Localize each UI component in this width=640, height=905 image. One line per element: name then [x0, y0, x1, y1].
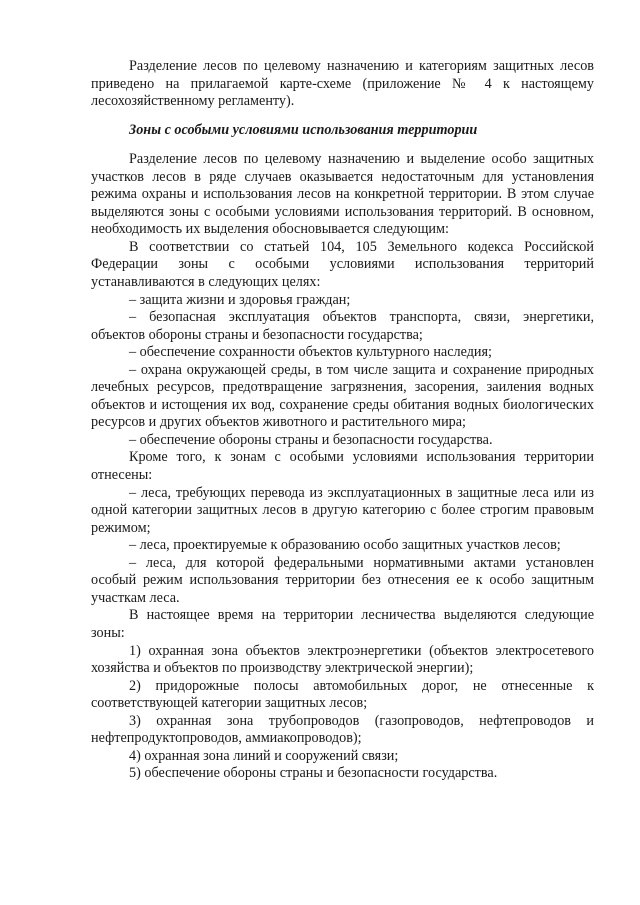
zone-item: 1) охранная зона объектов электроэнергетики (объектов электросетевого хозяйства и объектов по производству электрической энергии);	[91, 642, 594, 677]
section-heading: Зоны с особыми условиями использования территории	[129, 121, 478, 138]
purpose-item: – защита жизни и здоровья граждан;	[129, 291, 351, 308]
paragraph-2: В соответствии со статьей 104, 105 Земельного кодекса Российской Федерации зоны с особыми условиями использования территорий устанавливаются в следующих целях:	[91, 238, 594, 291]
purpose-item: – охрана окружающей среды, в том числе защита и сохранение природных лечебных ресурсов, предотвращение загрязнения, засорения, заиления водных объектов и истощения их вод, сохранение среды обитания водных биологических ресурсов и других объектов животного и растительного мира;	[91, 361, 594, 431]
purpose-item: – обеспечение сохранности объектов культурного наследия;	[129, 344, 492, 361]
paragraph-3: Кроме того, к зонам с особыми условиями использования территории отнесены:	[91, 449, 594, 484]
zone-item: 4) охранная зона линий и сооружений связи;	[129, 747, 399, 764]
zone-item: 5) обеспечение обороны страны и безопасности государства.	[129, 765, 498, 782]
purpose-item: – обеспечение обороны страны и безопасности государства.	[129, 431, 493, 448]
zone-item: 2) придорожные полосы автомобильных дорог, не отнесенные к соответствующей категории защитных лесов;	[91, 677, 594, 712]
document-page	[91, 58, 594, 783]
forest-item: – леса, для которой федеральными нормативными актами установлен особый режим использования территории без отнесения ее к особо защитным участкам леса.	[91, 554, 594, 606]
forest-item: – леса, проектируемые к образованию особо защитных участков лесов;	[129, 537, 561, 554]
purpose-item: – безопасная эксплуатация объектов транспорта, связи, энергетики, объектов обороны страны и безопасности государства;	[91, 309, 594, 343]
zone-item: 3) охранная зона трубопроводов (газопроводов, нефтепроводов и нефтепродуктопроводов, аммиакопроводов);	[91, 712, 594, 747]
forest-item: – леса, требующих перевода из эксплуатационных в защитные леса или из одной категории защитных лесов в другую категорию с более строгим правовым режимом;	[91, 484, 594, 536]
intro-paragraph: Разделение лесов по целевому назначению и категориям защитных лесов приведено на прилагаемой карте-схеме (приложение № 4 к настоящему лесохозяйственному регламенту).	[91, 58, 594, 110]
paragraph-4: В настоящее время на территории лесничества выделяются следующие зоны:	[91, 607, 594, 641]
paragraph-1: Разделение лесов по целевому назначению и выделение особо защитных участков лесов в ряде случаев оказывается недостаточным для установления режима охраны и использования лесов на конкретной территории. В этом случае выделяются зоны с особыми условиями использования территорий. В основном, необходимость их выделения обосновывается следующим:	[91, 151, 594, 238]
